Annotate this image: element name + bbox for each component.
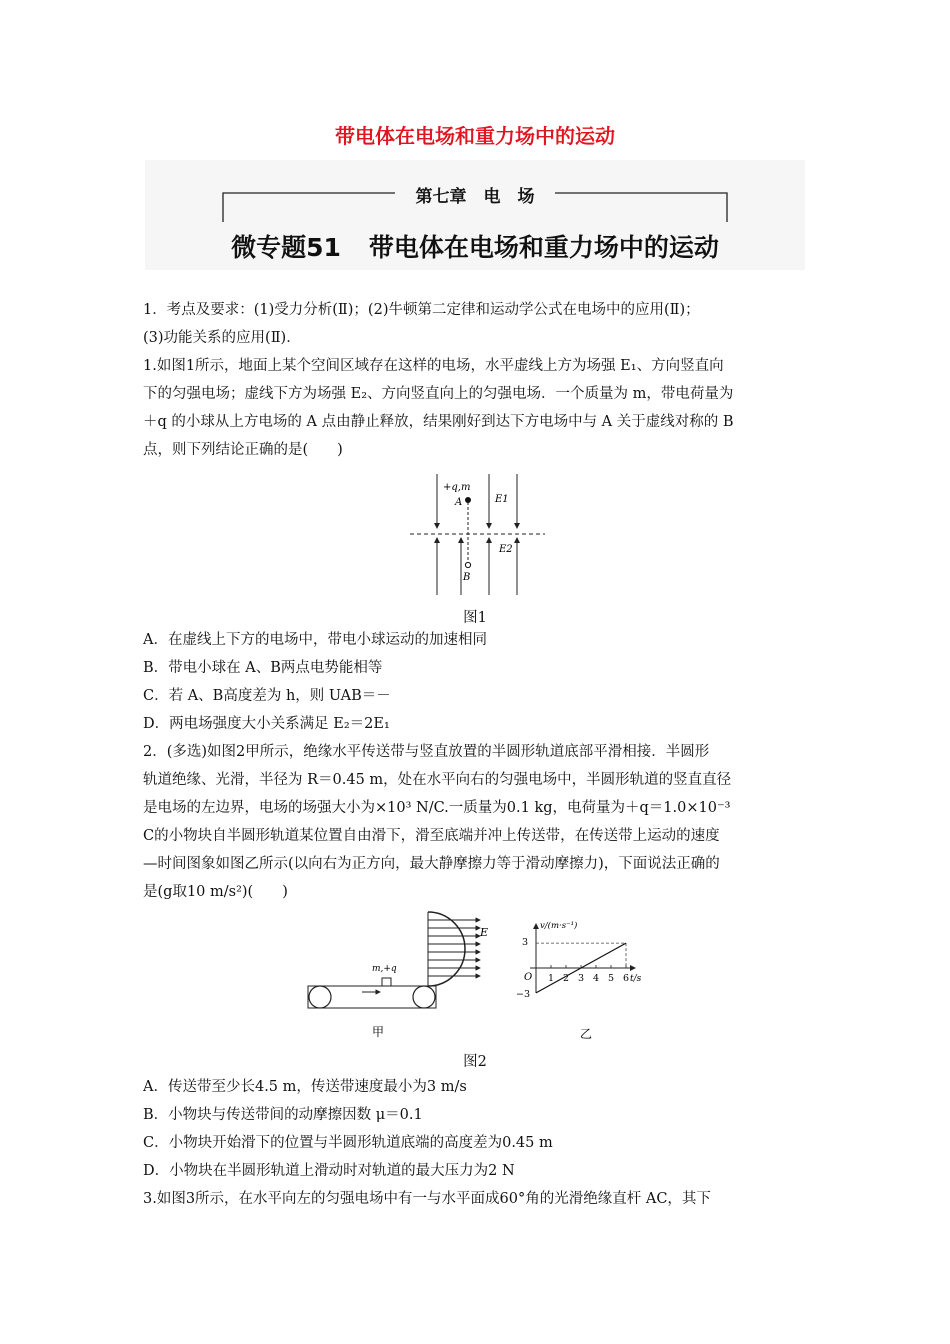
- chapter-heading: 第七章 电 场: [415, 187, 535, 207]
- fig2-graph-xtick-label: 2: [563, 973, 570, 984]
- q2-option-d: D．小物块在半圆形轨道上滑动时对轨道的最大压力为2 N: [143, 1163, 515, 1179]
- q1-option-b: B．带电小球在 A、B两点电势能相等: [143, 660, 383, 676]
- q3-stem-line: 3.如图3所示，在水平向左的匀强电场中有一与水平面成60°角的光滑绝缘直杆 AC，其下: [143, 1191, 711, 1207]
- fig1-e2-label: E2: [499, 544, 513, 555]
- fig1-e1-label: E1: [495, 494, 509, 505]
- q1-option-a: A．在虚线上下方的电场中，带电小球运动的加速相同: [143, 632, 487, 648]
- fig2-e-label: E: [480, 926, 489, 939]
- figure-2-yi-graph: [510, 918, 650, 1043]
- micro-topic-heading: [145, 228, 805, 264]
- fig1-charge-label: +q,m: [443, 482, 471, 493]
- q2-option-a: A．传送带至少长4.5 m，传送带速度最小为3 m/s: [143, 1079, 467, 1095]
- fig2-graph-xtick-label: 6: [623, 973, 630, 984]
- q2-stem-line: 是(g取10 m/s²)( ): [143, 884, 288, 900]
- intro-block: [143, 296, 813, 464]
- micro-topic-title: 带电体在电场和重力场中的运动: [368, 233, 719, 262]
- intro-line: 1．考点及要求：(1)受力分析(Ⅱ)；(2)牛顿第二定律和运动学公式在电场中的应用(Ⅱ)；: [143, 302, 700, 318]
- fig2-block-label: m,+q: [372, 964, 397, 974]
- figure-2-caption: 图2: [463, 1054, 487, 1070]
- document-title: 带电体在电场和重力场中的运动: [335, 124, 615, 148]
- q1-options: [143, 626, 813, 906]
- fig2-graph-ytick-3: 3: [522, 937, 529, 948]
- q2-option-c: C．小物块开始滑下的位置与半圆形轨道底端的高度差为0.45 m: [143, 1135, 553, 1151]
- micro-topic-number: 微专题51: [231, 233, 341, 262]
- q1-stem-line: 点，则下列结论正确的是( ): [143, 442, 343, 458]
- figure-1-diagram: [405, 470, 550, 600]
- q2-stem-line: 是电场的左边界，电场的场强大小为×10³ N/C.一质量为0.1 kg，电荷量为＋q＝1.0×10⁻³: [143, 800, 731, 816]
- fig2-graph-xtick-label: 3: [578, 973, 585, 984]
- q2-option-b: B．小物块与传送带间的动摩擦因数 μ＝0.1: [143, 1107, 423, 1123]
- q2-stem-line: 轨道绝缘、光滑，半径为 R＝0.45 m，处在水平向右的匀强电场中，半圆形轨道的竖直直径: [143, 772, 732, 788]
- fig2-jia-label: 甲: [372, 1025, 385, 1039]
- fig2-graph-ylabel: v/(m·s⁻¹): [540, 921, 578, 931]
- fig2-graph-xlabel: t/s: [630, 974, 642, 984]
- q1-option-d: D．两电场强度大小关系满足 E₂＝2E₁: [143, 716, 390, 732]
- q1-stem-line: 下的匀强电场；虚线下方为场强 E₂、方向竖直向上的匀强电场．一个质量为 m，带电荷量为: [143, 386, 734, 402]
- q1-option-c: C．若 A、B高度差为 h，则 UAB＝－: [143, 688, 391, 704]
- chapter-banner: [145, 160, 805, 270]
- q1-stem-line: 1.如图1所示，地面上某个空间区域存在这样的电场，水平虚线上方为场强 E₁、方向竖直向: [143, 358, 724, 374]
- fig2-graph-ytick-neg3: −3: [516, 989, 531, 1000]
- intro-line: (3)功能关系的应用(Ⅱ)．: [143, 330, 301, 346]
- q2-stem-line: —时间图象如图乙所示(以向右为正方向，最大静摩擦力等于滑动摩擦力)，下面说法正确的: [143, 856, 720, 872]
- fig1-point-a-label: A: [455, 497, 463, 508]
- figure-2-jia-diagram: [300, 908, 500, 1043]
- q2-options: [143, 1073, 813, 1213]
- fig2-graph-xtick-label: 4: [593, 973, 600, 984]
- fig2-graph-origin: O: [524, 972, 533, 983]
- figure-1-caption: 图1: [463, 610, 487, 626]
- q2-stem-line: C的小物块自半圆形轨道某位置自由滑下，滑至底端并冲上传送带，在传送带上运动的速度: [143, 828, 720, 844]
- q2-stem-line: 2．(多选)如图2甲所示，绝缘水平传送带与竖直放置的半圆形轨道底部平滑相接．半圆形: [143, 744, 710, 760]
- fig2-field-lines: [428, 920, 480, 976]
- fig2-graph-xtick-label: 1: [548, 973, 555, 984]
- q1-stem-line: ＋q 的小球从上方电场的 A 点由静止释放，结果刚好到达下方电场中与 A 关于虚线对称的 B: [143, 414, 734, 430]
- fig2-yi-label: 乙: [580, 1027, 593, 1041]
- fig1-point-b-label: B: [463, 572, 471, 583]
- fig2-graph-xtick-label: 5: [608, 973, 615, 984]
